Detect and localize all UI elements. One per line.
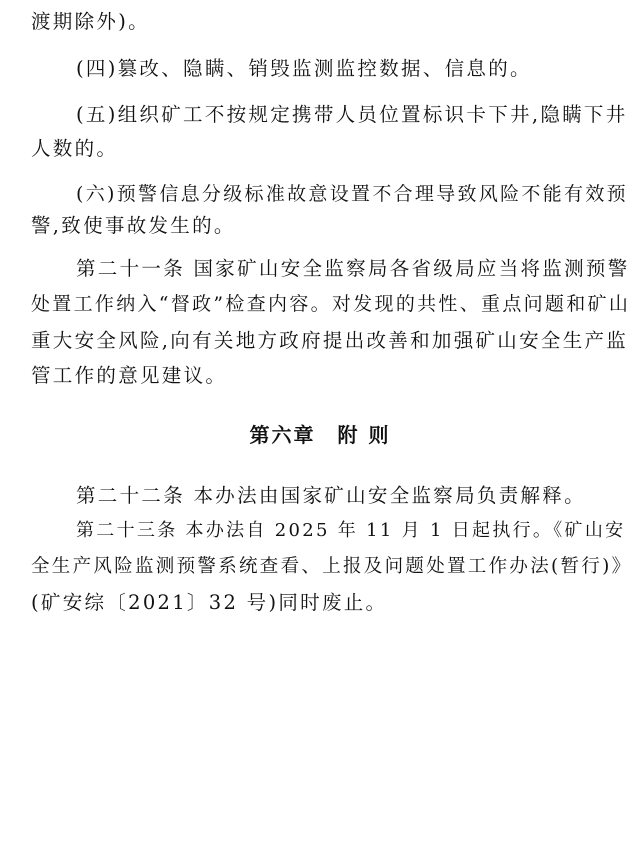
chapter-heading xyxy=(0,422,640,448)
chapter-title: 附 则 xyxy=(337,423,391,447)
article-21-line-3: 重大安全风险,向有关地方政府提出改善和加强矿山安全生产监 xyxy=(31,329,629,352)
article-23-line-2: 全生产风险监测预警系统查看、上报及问题处置工作办法(暂行)》 xyxy=(31,556,633,577)
clause-5-line-2: 人数的。 xyxy=(31,137,119,160)
article-23-line-3: (矿安综〔2021〕32 号)同时废止。 xyxy=(31,591,388,614)
text-line-1: 渡期除外)。 xyxy=(31,10,150,33)
clause-6-line-1: (六)预警信息分级标准故意设置不合理导致风险不能有效预 xyxy=(76,183,628,205)
article-21-line-1: 第二十一条 国家矿山安全监察局各省级局应当将监测预警 xyxy=(76,257,630,280)
chapter-number: 第六章 xyxy=(249,423,316,447)
clause-5-line-1: (五)组织矿工不按规定携带人员位置标识卡下井,隐瞒下井 xyxy=(76,103,628,126)
article-23-line-1: 第二十三条 本办法自 2025 年 11 月 1 日起执行。《矿山安 xyxy=(76,520,626,541)
clause-4-line: (四)篡改、隐瞒、销毁监测监控数据、信息的。 xyxy=(76,57,532,80)
article-21-line-2: 处置工作纳入“督政”检查内容。对发现的共性、重点问题和矿山 xyxy=(31,293,631,315)
article-22-line: 第二十二条 本办法由国家矿山安全监察局负责解释。 xyxy=(76,484,586,507)
article-21-line-4: 管工作的意见建议。 xyxy=(31,364,228,387)
clause-6-line-2: 警,致使事故发生的。 xyxy=(31,214,236,237)
